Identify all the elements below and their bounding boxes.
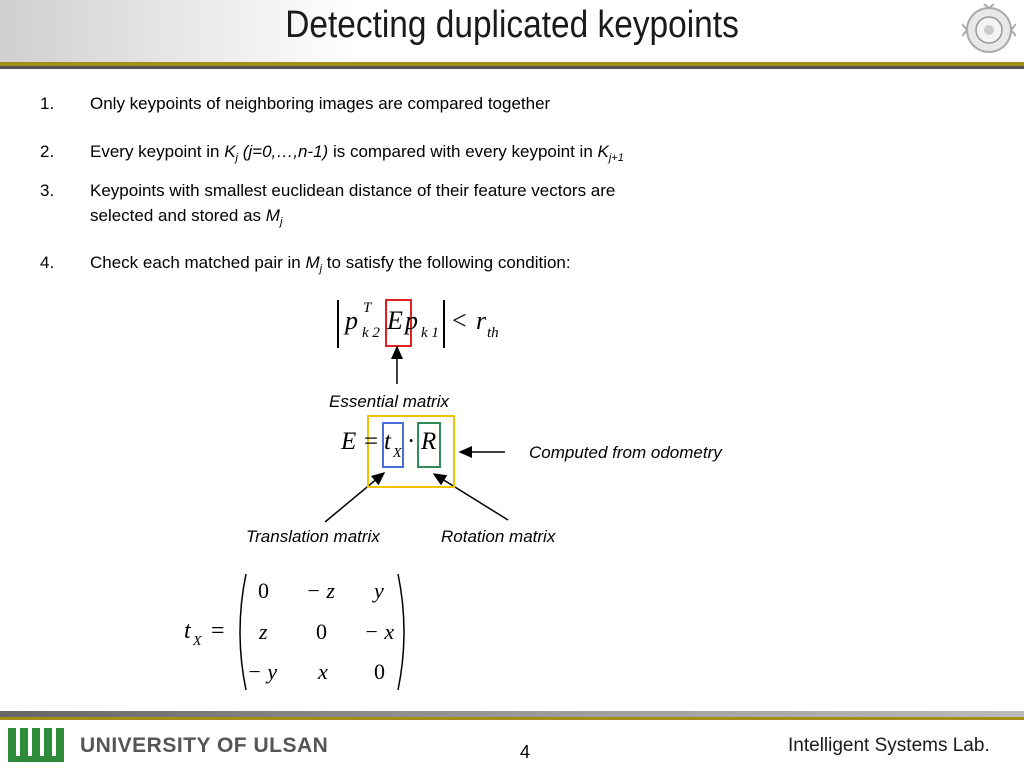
- keypoint-set-K: K: [224, 142, 236, 161]
- item-text-mid: is compared with every keypoint in: [328, 142, 598, 161]
- item-text: Only keypoints of neighboring images are compared together: [90, 94, 551, 113]
- item-text-pre: Every keypoint in: [90, 142, 225, 161]
- label-translation-matrix: Translation matrix: [246, 527, 380, 546]
- matrix-cell-r3c3: 0: [374, 659, 385, 684]
- eq-superscript-T: T: [363, 300, 372, 316]
- eq-less-than: <: [452, 306, 467, 335]
- index-range: (j=0,…,n-1): [237, 142, 329, 161]
- matrix-cell-r1c2: − z: [306, 578, 335, 603]
- eq2-subscript-X: X: [393, 446, 402, 461]
- eq-p2: p: [405, 306, 418, 335]
- page-number: 4: [520, 742, 531, 762]
- matrix-cell-r3c1: − y: [247, 659, 278, 684]
- eq-p: p: [345, 306, 358, 335]
- eq2-equals: =: [364, 428, 379, 455]
- eq3-subscript-X: X: [193, 634, 202, 649]
- subscript-j: j: [319, 263, 323, 275]
- slide-title: Detecting duplicated keypoints: [285, 4, 739, 46]
- item-text-post: to satisfy the following condition:: [322, 253, 571, 272]
- lab-name: Intelligent Systems Lab.: [788, 735, 990, 756]
- match-set-M: M: [265, 206, 280, 225]
- eq2-R: R: [421, 428, 437, 455]
- eq-subscript-k2: k 2: [362, 325, 380, 341]
- eq2-E: E: [341, 428, 357, 455]
- footer-rule-gold: [0, 717, 1024, 720]
- university-name: UNIVERSITY OF ULSAN: [80, 734, 329, 757]
- subscript-j: j: [279, 216, 283, 228]
- item-number: 4.: [40, 253, 55, 272]
- label-odometry: Computed from odometry: [529, 443, 722, 462]
- item-number: 3.: [40, 181, 55, 200]
- matrix-cell-r1c1: 0: [258, 578, 269, 603]
- subscript-j-plus-1: j+1: [608, 152, 624, 164]
- item-text-line1: Keypoints with smallest euclidean distance of their feature vectors are: [90, 181, 616, 200]
- item-number: 1.: [40, 94, 55, 113]
- eq-subscript-k1: k 1: [421, 325, 439, 341]
- label-essential-matrix: Essential matrix: [329, 392, 449, 411]
- eq2-t: t: [384, 428, 391, 455]
- eq2-dot: ·: [407, 428, 416, 455]
- item-number: 2.: [40, 142, 55, 161]
- match-set-M: M: [305, 253, 320, 272]
- label-rotation-matrix: Rotation matrix: [441, 527, 556, 546]
- matrix-cell-r3c2: x: [318, 659, 328, 684]
- eq3-t: t: [184, 618, 191, 644]
- matrix-cell-r2c1: z: [259, 619, 268, 644]
- university-logo-icon: [6, 726, 72, 764]
- matrix-cell-r1c3: y: [374, 578, 384, 603]
- subscript-j: j: [235, 152, 238, 164]
- eq-E: E: [387, 306, 403, 335]
- keypoint-set-K-next: K: [597, 142, 609, 161]
- matrix-cell-r2c2: 0: [316, 619, 327, 644]
- item-text-pre: Check each matched pair in: [90, 253, 306, 272]
- matrix-cell-r2c3: − x: [364, 619, 395, 644]
- item-text-pre: selected and stored as: [90, 206, 266, 225]
- eq3-equals: =: [211, 618, 225, 644]
- eq-r: r: [476, 306, 487, 335]
- eq-subscript-th: th: [487, 325, 499, 341]
